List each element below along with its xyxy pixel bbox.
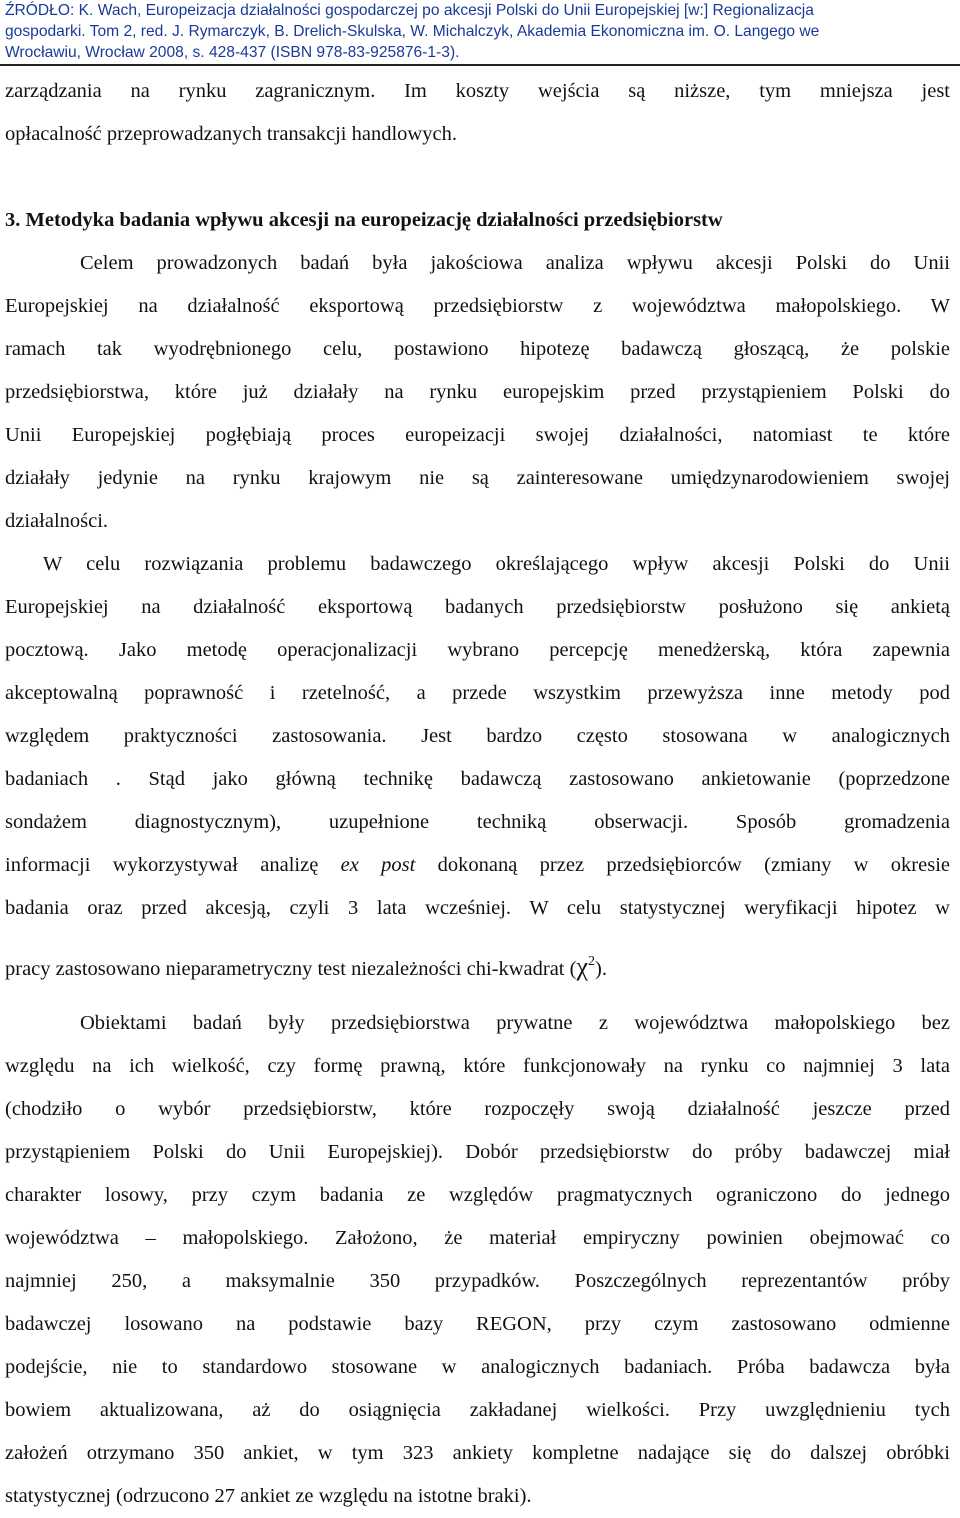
text-line: najmniej 250, a maksymalnie 350 przypadków. Poszczególnych reprezentantów próby [5,1270,950,1292]
text-line: W celu rozwiązania problemu badawczego określającego wpływ akcesji Polski do Unii [43,553,950,575]
source-citation [0,0,960,66]
text-line: badawczej losowano na podstawie bazy REGON, przy czym zastosowano odmienne [5,1313,950,1335]
text-line: (chodziło o wybór przedsiębiorstw, które rozpoczęły swoją działalność jeszcze przed [5,1098,950,1120]
text-line: akceptowalną poprawność i rzetelność, a przede wszystkim przewyższa inne metody pod [5,682,950,704]
text-line: przedsiębiorstwa, które już działały na rynku europejskim przed przystąpieniem Polski do [5,381,950,403]
italic-term: ex post [340,854,416,876]
text-line [5,930,950,988]
text-line: bowiem aktualizowana, aż do osiągnięcia zakładanej wielkości. Przy uwzględnieniu tych [5,1399,950,1421]
text-line: założeń otrzymano 350 ankiet, w tym 323 ankiety kompletne nadające się do dalszej obróbki [5,1442,950,1464]
source-line-1: ŹRÓDŁO: K. Wach, Europeizacja działalności gospodarczej po akcesji Polski do Unii Europejskiej [w:] Regionalizacja [5,2,814,19]
text-line: województwa – małopolskiego. Założono, że materiał empiryczny powinien obejmować co [5,1227,950,1249]
paragraph-gap [5,988,950,1002]
text-line: charakter losowy, przy czym badania ze względów pragmatycznych ograniczono do jednego [5,1184,950,1206]
section-heading: 3. Metodyka badania wpływu akcesji na europeizację działalności przedsiębiorstw [5,209,723,231]
text-line: działalności. [5,510,109,532]
source-line-2: gospodarki. Tom 2, red. J. Rymarczyk, B. Drelich-Skulska, W. Michalczyk, Akademia Ekonomiczna im. O. Langego we [5,23,820,40]
text-line: badania oraz przed akcesją, czyli 3 lata wcześniej. W celu statystycznej weryfikacji hipotez w [5,897,950,919]
text-line: statystycznej (odrzucono 27 ankiet ze względu na istotne braki). [5,1485,532,1507]
text-line: Obiektami badań były przedsiębiorstwa prywatne z województwa małopolskiego bez [80,1012,950,1034]
text-line: względu na ich wielkość, czy formę prawną, które funkcjonowały na rynku co najmniej 3 lata [5,1055,950,1077]
source-line-3: Wrocławiu, Wrocław 2008, s. 428-437 (ISBN 978-83-925876-1-3). [5,44,460,61]
text-line: pocztową. Jako metodę operacjonalizacji wybrano percepcję menedżerską, która zapewnia [5,639,950,661]
chi-symbol: χ [576,952,589,981]
document-body [5,70,950,1518]
text-fragment: informacji wykorzystywał analizę [5,854,341,876]
text-line: działały jedynie na rynku krajowym nie są zainteresowane umiędzynarodowieniem swojej [5,467,950,489]
text-fragment: ). [595,958,607,980]
text-line: Celem prowadzonych badań była jakościowa analiza wpływu akcesji Polski do Unii [80,252,950,274]
text-line: ramach tak wyodrębnionego celu, postawiono hipotezę badawczą głoszącą, że polskie [5,338,950,360]
superscript: 2 [588,954,596,969]
text-line: przystąpieniem Polski do Unii Europejskiej). Dobór przedsiębiorstw do próby badawczej miał [5,1141,950,1163]
text-line: Europejskiej na działalność eksportową badanych przedsiębiorstw posłużono się ankietą [5,596,950,618]
text-line: Unii Europejskiej pogłębiają proces europeizacji swojej działalności, natomiast te które [5,424,950,446]
text-line: podejście, nie to standardowo stosowane w analogicznych badaniach. Próba badawcza była [5,1356,950,1378]
paragraph-gap [5,156,950,199]
text-line: zarządzania na rynku zagranicznym. Im koszty wejścia są niższe, tym mniejsza jest [5,80,950,102]
text-line: badaniach . Stąd jako główną technikę badawczą zastosowano ankietowanie (poprzedzone [5,768,950,790]
text-line [5,844,950,887]
text-line: Europejskiej na działalność eksportową przedsiębiorstw z województwa małopolskiego. W [5,295,950,317]
text-fragment: pracy zastosowano nieparametryczny test niezależności chi-kwadrat ( [5,958,577,980]
text-fragment: dokonaną przez przedsiębiorców (zmiany w okresie [415,854,950,876]
text-line: względem praktyczności zastosowania. Jest bardzo często stosowana w analogicznych [5,725,950,747]
text-line: sondażem diagnostycznym), uzupełnione techniką obserwacji. Sposób gromadzenia [5,811,950,833]
text-line: opłacalność przeprowadzanych transakcji handlowych. [5,123,457,145]
